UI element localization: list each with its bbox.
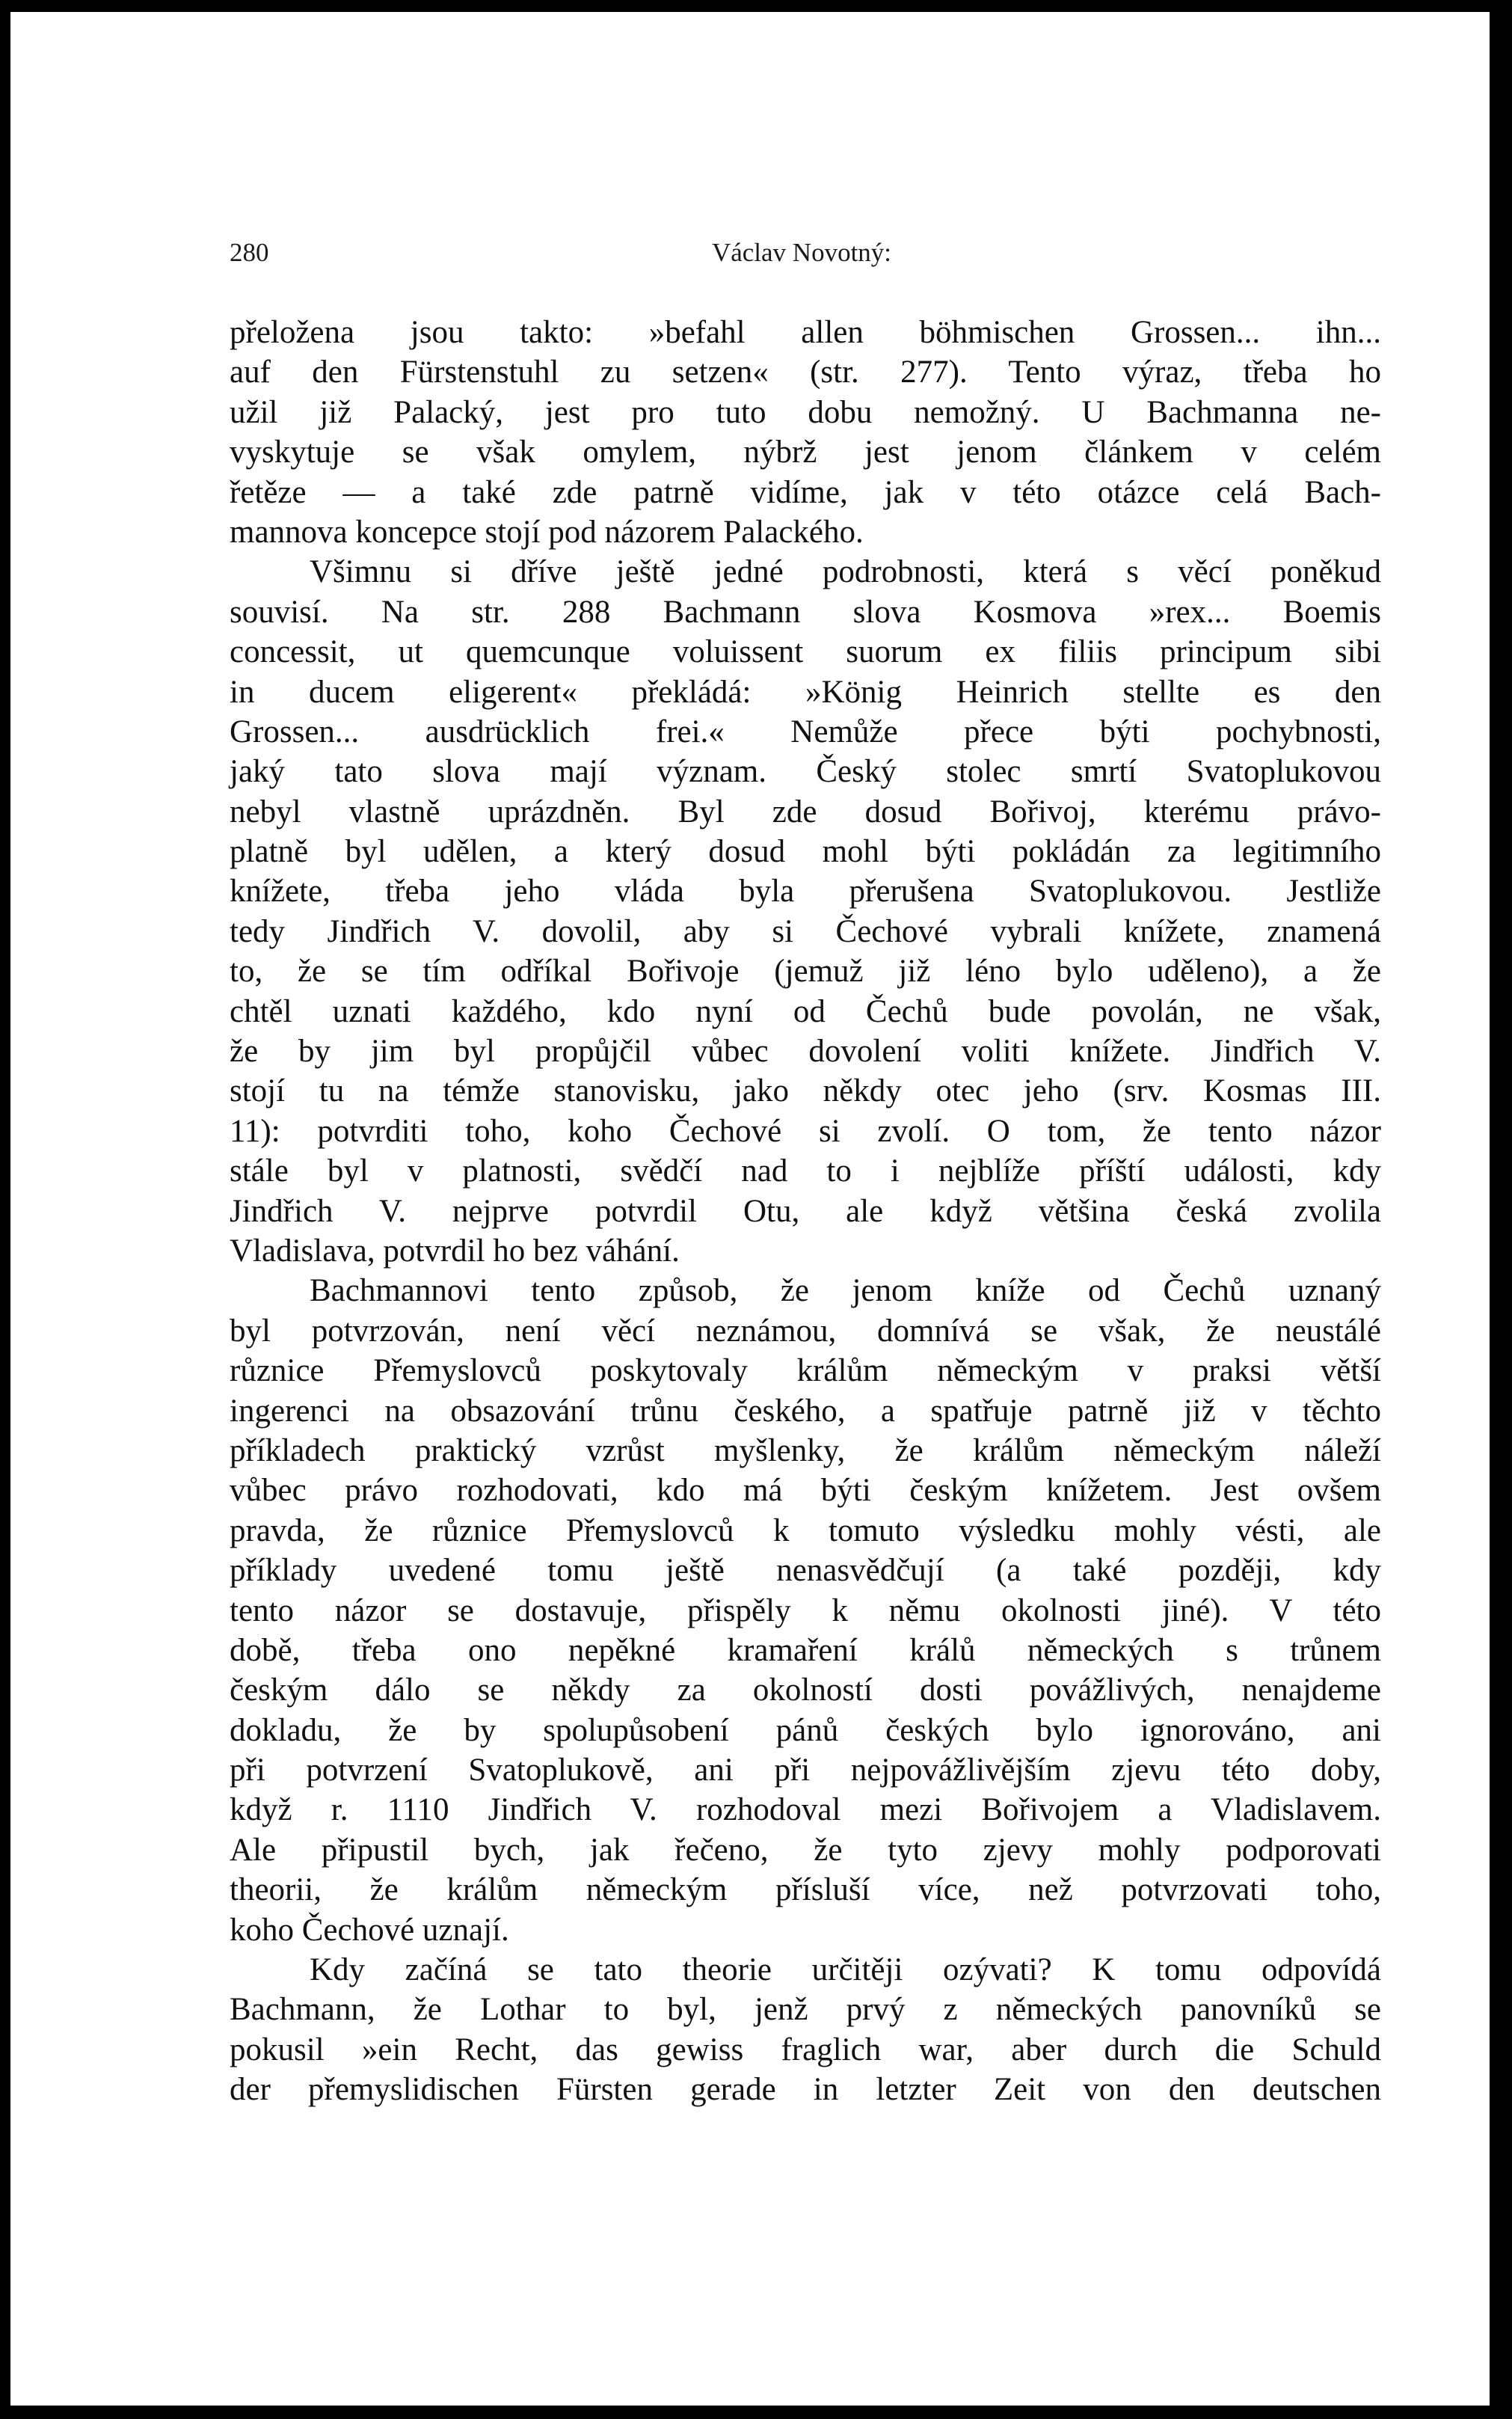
- text-line: tedy Jindřich V. dovolil, aby si Čechové vybrali knížete, znamená: [230, 913, 1381, 949]
- text-line: in ducem eligerent« překládá: »König Heinrich stellte es den: [230, 674, 1381, 710]
- text-line: když r. 1110 Jindřich V. rozhodoval mezi Bořivojem a Vladislavem.: [230, 1792, 1381, 1828]
- text-line: Kdy začíná se tato theorie určitěji ozývati? K tomu odpovídá: [310, 1952, 1381, 1988]
- text-line: vyskytuje se však omylem, nýbrž jest jenom článkem v celém: [230, 435, 1381, 470]
- text-line: stále byl v platnosti, svědčí nad to i nejblíže příští události, kdy: [230, 1153, 1381, 1189]
- body-text: [230, 313, 1381, 2110]
- page-number: 280: [230, 238, 269, 267]
- text-line: že by jim byl propůjčil vůbec dovolení voliti knížete. Jindřich V.: [230, 1034, 1381, 1070]
- text-line: concessit, ut quemcunque voluissent suorum ex filiis principum sibi: [230, 634, 1381, 670]
- text-line: der přemyslidischen Fürsten gerade in letzter Zeit von den deutschen: [230, 2072, 1381, 2108]
- text-line: knížete, třeba jeho vláda byla přerušena Svatoplukovou. Jestliže: [230, 874, 1381, 910]
- text-line: 11): potvrditi toho, koho Čechové si zvolí. O tom, že tento názor: [230, 1113, 1381, 1149]
- text-line: příkladech praktický vzrůst myšlenky, že králům německým náleží: [230, 1432, 1381, 1468]
- text-line: nebyl vlastně uprázdněn. Byl zde dosud Bořivoj, kterému právo-: [230, 794, 1381, 830]
- text-line: theorii, že králům německým přísluší více, než potvrzovati toho,: [230, 1872, 1381, 1908]
- text-line: Všimnu si dříve ještě jedné podrobnosti, která s věcí poněkud: [310, 554, 1381, 590]
- text-line: různice Přemyslovců poskytovaly králům německým v praksi větší: [230, 1353, 1381, 1389]
- text-line: řetěze — a také zde patrně vidíme, jak v této otázce celá Bach-: [230, 474, 1381, 510]
- text-line: pravda, že různice Přemyslovců k tomuto výsledku mohly vésti, ale: [230, 1512, 1381, 1548]
- text-line: českým dálo se někdy za okolností dosti povážlivých, nenajdeme: [230, 1673, 1381, 1708]
- text-line: stojí tu na témže stanovisku, jako někdy otec jeho (srv. Kosmas III.: [230, 1073, 1381, 1109]
- text-line: dokladu, že by spolupůsobení pánů českých bylo ignorováno, ani: [230, 1712, 1381, 1748]
- text-line: době, třeba ono nepěkné kramaření králů německých s trůnem: [230, 1632, 1381, 1668]
- text-line: souvisí. Na str. 288 Bachmann slova Kosmova »rex... Boemis: [230, 594, 1381, 630]
- page-header: [230, 238, 1374, 271]
- text-line: Vladislava, potvrdil ho bez váhání.: [230, 1233, 680, 1269]
- text-line: jaký tato slova mají význam. Český stolec smrtí Svatoplukovou: [230, 754, 1381, 790]
- text-line: to, že se tím odříkal Bořivoje (jemuž již léno bylo uděleno), a že: [230, 954, 1381, 990]
- text-line: chtěl uznati každého, kdo nyní od Čechů bude povolán, ne však,: [230, 993, 1381, 1029]
- text-line: Jindřich V. nejprve potvrdil Otu, ale když většina česká zvolila: [230, 1193, 1381, 1229]
- text-line: mannova koncepce stojí pod názorem Palackého.: [230, 514, 864, 550]
- text-line: užil již Palacký, jest pro tuto dobu nemožný. U Bachmanna ne-: [230, 394, 1381, 430]
- text-line: byl potvrzován, není věcí neznámou, domnívá se však, že neustálé: [230, 1313, 1381, 1349]
- text-line: koho Čechové uznají.: [230, 1912, 509, 1948]
- text-line: platně byl udělen, a který dosud mohl býti pokládán za legitimního: [230, 834, 1381, 870]
- text-line: pokusil »ein Recht, das gewiss fraglich war, aber durch die Schuld: [230, 2032, 1381, 2067]
- text-line: tento názor se dostavuje, přispěly k němu okolnosti jiné). V této: [230, 1592, 1381, 1628]
- text-line: Grossen... ausdrücklich frei.« Nemůže přece býti pochybnosti,: [230, 714, 1381, 749]
- running-head: Václav Novotný:: [711, 238, 892, 267]
- text-line: vůbec právo rozhodovati, kdo má býti českým knížetem. Jest ovšem: [230, 1473, 1381, 1509]
- text-line: přeložena jsou takto: »befahl allen böhmischen Grossen... ihn...: [230, 315, 1381, 350]
- text-line: Bachmannovi tento způsob, že jenom kníže od Čechů uznaný: [310, 1273, 1381, 1309]
- text-line: příklady uvedené tomu ještě nenasvědčují (a také později, kdy: [230, 1553, 1381, 1589]
- text-line: ingerenci na obsazování trůnu českého, a spatřuje patrně již v těchto: [230, 1393, 1381, 1429]
- text-line: při potvrzení Svatoplukově, ani při nejpovážlivějším zjevu této doby,: [230, 1753, 1381, 1788]
- text-line: auf den Fürstenstuhl zu setzen« (str. 277). Tento výraz, třeba ho: [230, 355, 1381, 390]
- text-line: Bachmann, že Lothar to byl, jenž prvý z německých panovníků se: [230, 1992, 1381, 2028]
- text-line: Ale připustil bych, jak řečeno, že tyto zjevy mohly podporovati: [230, 1832, 1381, 1868]
